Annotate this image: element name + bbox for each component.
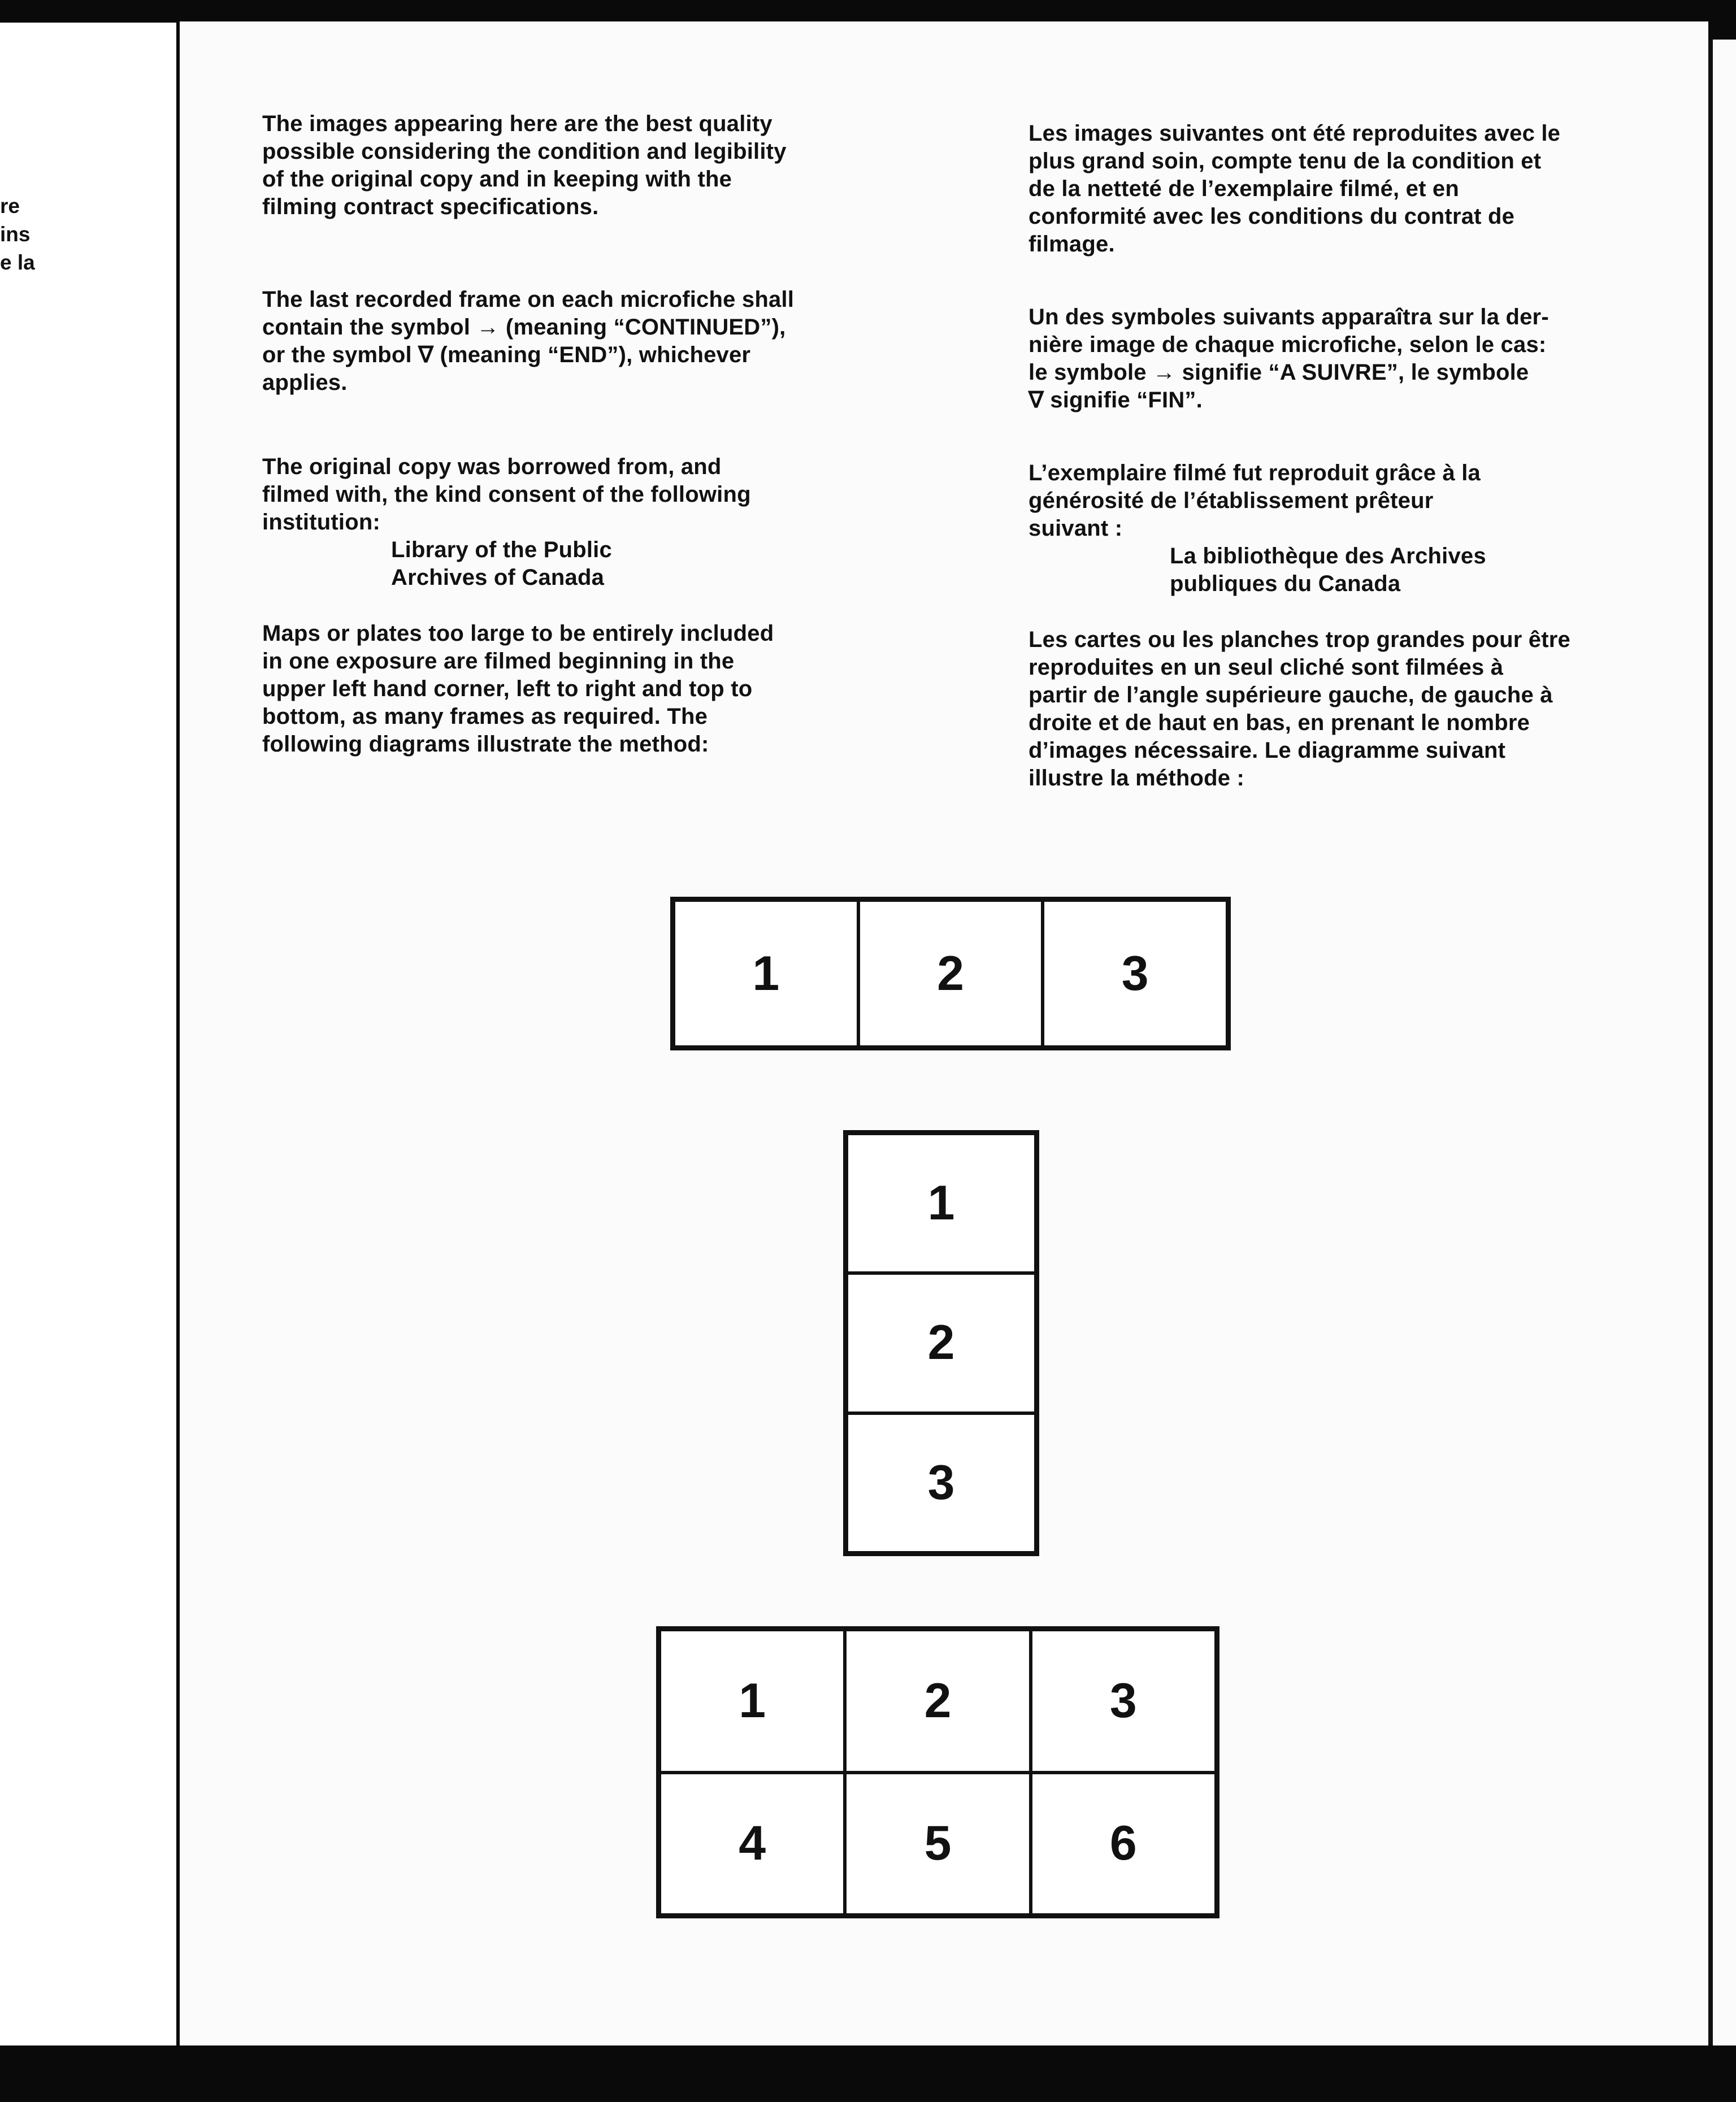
- frame-cell: 1: [847, 1133, 1036, 1273]
- text-line: Maps or plates too large to be entirely included: [262, 621, 774, 646]
- text-line: following diagrams illustrate the method:: [262, 732, 709, 757]
- institution-name: La bibliothèque des Archives: [1170, 544, 1486, 568]
- frame-cell: 6: [1031, 1773, 1216, 1916]
- frame-cell: 1: [674, 900, 858, 1047]
- text-line: Un des symboles suivants apparaîtra sur la der-: [1028, 305, 1549, 329]
- text-line: Les images suivantes ont été reproduites avec le: [1028, 121, 1561, 146]
- text-line: illustre la méthode :: [1028, 766, 1245, 791]
- next-page-edge: [1708, 40, 1736, 2045]
- text-line: in one exposure are filmed beginning in the: [262, 649, 735, 674]
- english-column: [262, 110, 884, 758]
- institution-name: Library of the Public: [391, 537, 612, 562]
- frame-cell: 3: [847, 1413, 1036, 1553]
- frame-cell: 3: [1031, 1630, 1216, 1773]
- text-line: bottom, as many frames as required. The: [262, 704, 708, 729]
- text-line: conformité avec les conditions du contrat de: [1028, 204, 1515, 229]
- text-line: upper left hand corner, left to right and top to: [262, 676, 753, 701]
- frame-cell: 2: [847, 1273, 1036, 1413]
- text-line: possible considering the condition and legibility: [262, 139, 787, 164]
- text-line: suivant :: [1028, 516, 1123, 541]
- frame-cell: 2: [845, 1630, 1030, 1773]
- institution-name: publiques du Canada: [1170, 571, 1401, 596]
- text-line: Les cartes ou les planches trop grandes pour être: [1028, 627, 1570, 652]
- english-paragraph-quality: [262, 110, 884, 221]
- text-line: L’exemplaire filmé fut reproduit grâce à la: [1028, 461, 1481, 485]
- french-paragraph-institution: [1028, 459, 1678, 598]
- text-line: or the symbol ∇ (meaning “END”), whichever: [262, 342, 751, 367]
- text-line: filmed with, the kind consent of the following: [262, 482, 751, 507]
- previous-page-edge: [0, 23, 176, 2045]
- french-paragraph-quality: [1028, 120, 1678, 258]
- text-line: applies.: [262, 370, 348, 395]
- diagram-grid-of-six: [656, 1626, 1219, 1918]
- left-fragment: ins: [0, 223, 31, 246]
- text-line: nière image de chaque microfiche, selon le cas:: [1028, 332, 1547, 357]
- diagram-column-of-three: [843, 1130, 1039, 1556]
- text-line: droite et de haut en bas, en prenant le nombre: [1028, 710, 1530, 735]
- text-line: of the original copy and in keeping with the: [262, 167, 732, 192]
- text-line: le symbole → signifie “A SUIVRE”, le symbole: [1028, 360, 1529, 385]
- text-line: générosité de l’établissement prêteur: [1028, 488, 1434, 513]
- text-line: filmage.: [1028, 232, 1115, 257]
- english-paragraph-method: [262, 620, 884, 758]
- english-paragraph-symbols: [262, 286, 884, 397]
- text-line: de la netteté de l’exemplaire filmé, et en: [1028, 176, 1460, 201]
- frame-cell: 4: [659, 1773, 845, 1916]
- frame-cell: 3: [1043, 900, 1227, 1047]
- text-line: contain the symbol → (meaning “CONTINUED”),: [262, 315, 786, 340]
- text-line: The images appearing here are the best quality: [262, 111, 772, 136]
- left-fragment: re: [0, 194, 20, 218]
- french-paragraph-symbols: [1028, 303, 1678, 414]
- text-line: The last recorded frame on each microfiche shall: [262, 287, 795, 312]
- text-line: filming contract specifications.: [262, 194, 599, 219]
- english-paragraph-institution: [262, 453, 884, 592]
- text-line: ∇ signifie “FIN”.: [1028, 388, 1203, 412]
- frame-cell: 2: [858, 900, 1043, 1047]
- left-fragment: e la: [0, 251, 35, 274]
- text-line: plus grand soin, compte tenu de la condition et: [1028, 149, 1542, 173]
- diagram-row-of-three: [670, 897, 1231, 1050]
- frame-cell: 5: [845, 1773, 1030, 1916]
- text-line: institution:: [262, 510, 381, 535]
- text-line: partir de l’angle supérieure gauche, de gauche à: [1028, 683, 1553, 707]
- french-paragraph-method: [1028, 626, 1678, 792]
- text-line: reproduites en un seul cliché sont filmées à: [1028, 655, 1504, 680]
- text-line: d’images nécessaire. Le diagramme suivant: [1028, 738, 1506, 763]
- french-column: [1028, 120, 1678, 792]
- text-line: The original copy was borrowed from, and: [262, 454, 722, 479]
- frame-cell: 1: [659, 1630, 845, 1773]
- institution-name: Archives of Canada: [391, 565, 605, 590]
